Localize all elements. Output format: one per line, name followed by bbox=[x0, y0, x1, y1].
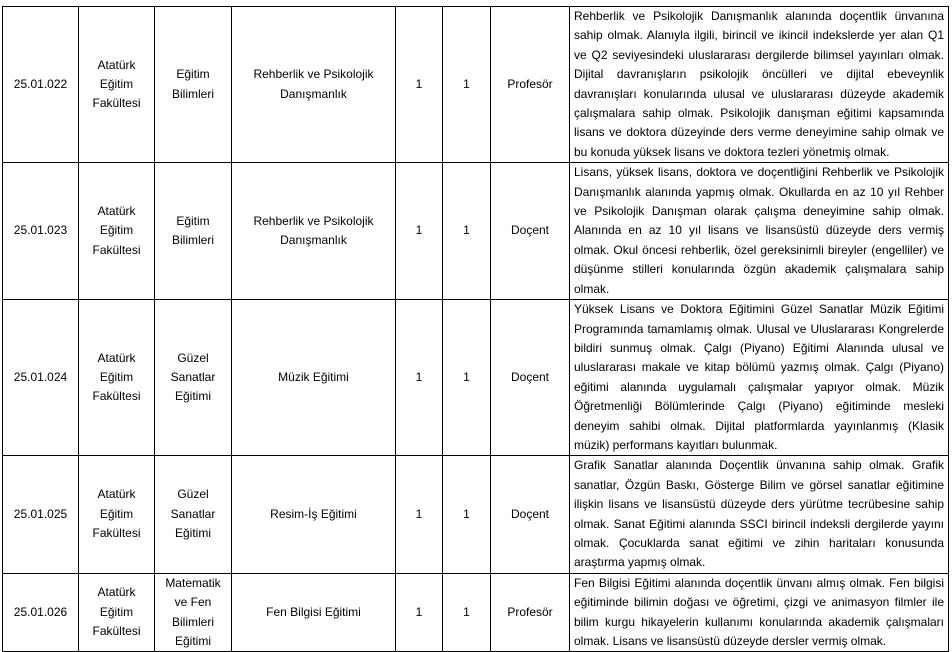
count-a: 1 bbox=[396, 7, 443, 163]
program-name: Rehberlik ve Psikolojik Danışmanlık bbox=[232, 7, 396, 163]
count-b: 1 bbox=[443, 163, 491, 300]
table-row bbox=[3, 163, 949, 300]
academic-title: Doçent bbox=[491, 163, 570, 300]
count-b: 1 bbox=[443, 573, 491, 652]
academic-title: Profesör bbox=[491, 7, 570, 163]
table-row bbox=[3, 456, 949, 573]
count-b: 1 bbox=[443, 300, 491, 456]
program-name: Müzik Eğitimi bbox=[232, 300, 396, 456]
position-code: 25.01.025 bbox=[3, 456, 79, 573]
requirements-text: Grafik Sanatlar alanında Doçentlik ünvanına sahip olmak. Grafik sanatlar, Özgün Baskı, Gösterge Bilim ve görsel sanatlar eğitimine ilişkin lisans ve lisansüstü düzeyde ders yürütme tecrübesine sahip olmak. Sanat Eğitimi alanında SSCI birincil indeksli dergilerde yayını olmak. Çocuklarda sanat eğitimi ve zihin haritaları konusunda araştırma yapmış olmak. bbox=[570, 456, 949, 573]
count-b: 1 bbox=[443, 7, 491, 163]
faculty-name: Atatürk Eğitim Fakültesi bbox=[79, 456, 155, 573]
academic-title: Doçent bbox=[491, 300, 570, 456]
program-name: Fen Bilgisi Eğitimi bbox=[232, 573, 396, 652]
requirements-text: Yüksek Lisans ve Doktora Eğitimini Güzel Sanatlar Müzik Eğitimi Programında tamamlamış olmak. Ulusal ve Uluslararası Kongrelerde bildiri sunmuş olmak. Çalgı (Piyano) Eğitimi Alanında ulusal ve uluslararası makale ve kitap bölümü yazmış olmak. Çalgı (Piyano) eğitimi alanında uygulamalı çalışmalar yapıyor olmak. Müzik Öğretmenliği Bölümlerinde Çalgı (Piyano) eğitiminde mesleki deneyim sahibi olmak. Dijital platformlarda yayınlanmış (Klasik müzik) performans kayıtları bulunmak. bbox=[570, 300, 949, 456]
position-code: 25.01.023 bbox=[3, 163, 79, 300]
count-a: 1 bbox=[396, 300, 443, 456]
department-name: Güzel Sanatlar Eğitimi bbox=[155, 300, 232, 456]
department-name: Eğitim Bilimleri bbox=[155, 163, 232, 300]
count-b: 1 bbox=[443, 456, 491, 573]
faculty-name: Atatürk Eğitim Fakültesi bbox=[79, 7, 155, 163]
faculty-name: Atatürk Eğitim Fakültesi bbox=[79, 300, 155, 456]
table-row bbox=[3, 7, 949, 163]
requirements-text: Rehberlik ve Psikolojik Danışmanlık alanında doçentlik ünvanına sahip olmak. Alanıyla ilgili, birincil ve ikincil indekslerde yer alan Q1 ve Q2 seviyesindeki uluslararası dergilerde bilimsel yayınları olmak. Dijital davranışların psikolojik öncülleri ve dijital ebeveynlik davranışları konularında ulusal ve uluslararası düzeyde akademik çalışmalara sahip olmak. Psikolojik danışman eğitimi kapsamında lisans ve doktora düzeyinde ders verme deneyimine sahip olmak ve bu konuda yüksek lisans ve doktora tezleri yönetmiş olmak. bbox=[570, 7, 949, 163]
position-code: 25.01.024 bbox=[3, 300, 79, 456]
table-row bbox=[3, 573, 949, 652]
department-name: Güzel Sanatlar Eğitimi bbox=[155, 456, 232, 573]
positions-table bbox=[2, 6, 949, 652]
position-code: 25.01.026 bbox=[3, 573, 79, 652]
requirements-text: Lisans, yüksek lisans, doktora ve doçentliğini Rehberlik ve Psikolojik Danışmanlık alanında yapmış olmak. Okullarda en az 10 yıl Rehber ve Psikolojik Danışman olarak çalışma deneyimine sahip olmak. Alanında en az 10 yıl lisans ve lisansüstü düzeyde ders vermiş olmak. Okul öncesi rehberlik, özel gereksinimli bireyler (engelliler) ve düşünme stilleri konularında özgün akademik çalışmalara sahip olmak. bbox=[570, 163, 949, 300]
count-a: 1 bbox=[396, 163, 443, 300]
department-name: Matematik ve Fen Bilimleri Eğitimi bbox=[155, 573, 232, 652]
faculty-name: Atatürk Eğitim Fakültesi bbox=[79, 163, 155, 300]
department-name: Eğitim Bilimleri bbox=[155, 7, 232, 163]
program-name: Rehberlik ve Psikolojik Danışmanlık bbox=[232, 163, 396, 300]
count-a: 1 bbox=[396, 573, 443, 652]
requirements-text: Fen Bilgisi Eğitimi alanında doçentlik ünvanı almış olmak. Fen bilgisi eğitiminde bilimin doğası ve öğretimi, çizgi ve animasyon filmler ile bilim kurgu hikayelerin kullanımı konularında akademik çalışmaları olmak. Lisans ve lisansüstü düzeyde dersler vermiş olmak. bbox=[570, 573, 949, 652]
academic-title: Profesör bbox=[491, 573, 570, 652]
program-name: Resim-İş Eğitimi bbox=[232, 456, 396, 573]
faculty-name: Atatürk Eğitim Fakültesi bbox=[79, 573, 155, 652]
academic-title: Doçent bbox=[491, 456, 570, 573]
position-code: 25.01.022 bbox=[3, 7, 79, 163]
count-a: 1 bbox=[396, 456, 443, 573]
table-row bbox=[3, 300, 949, 456]
